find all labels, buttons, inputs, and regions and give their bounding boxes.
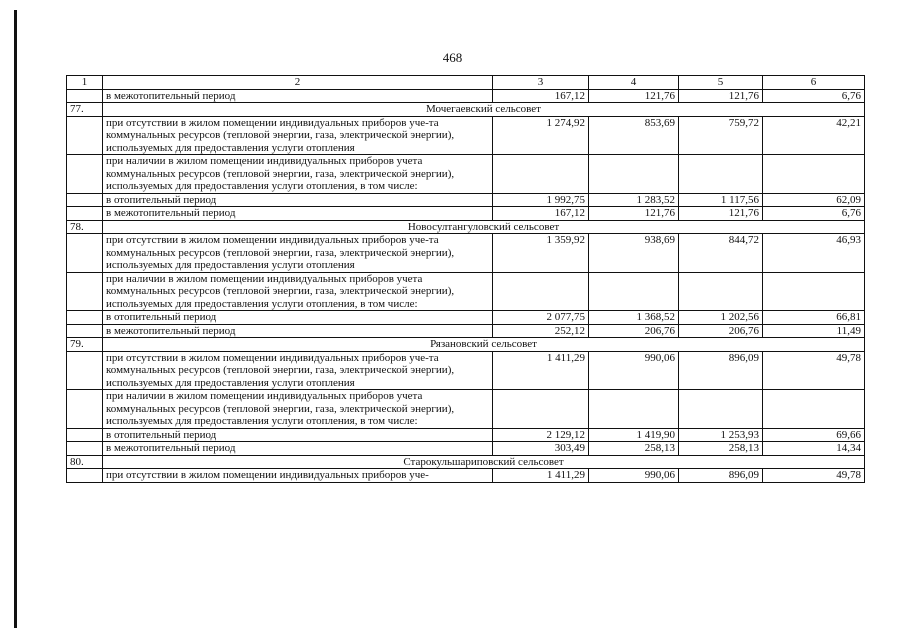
value-cell: 46,93 [763,234,865,273]
row-index-cell [67,351,103,390]
row-label: в отопительный период [103,428,493,442]
table-row [67,469,865,483]
value-cell: 990,06 [589,351,679,390]
table-row [67,428,865,442]
value-cell: 938,69 [589,234,679,273]
value-cell: 49,78 [763,469,865,483]
table-row [67,390,865,429]
row-label: в отопительный период [103,193,493,207]
section-row [67,455,865,469]
row-label: при отсутствии в жилом помещении индивидуальных приборов уче-та коммунальных ресурсов (тепловой энергии, газа, электрической энергии), используемых для предоставления услуги отопления [103,234,493,273]
column-header-row [67,76,865,90]
value-cell: 1 419,90 [589,428,679,442]
value-cell: 258,13 [589,442,679,456]
row-label: при отсутствии в жилом помещении индивидуальных приборов уче- [103,469,493,483]
value-cell: 167,12 [493,207,589,221]
row-index-cell [67,442,103,456]
value-cell [763,390,865,429]
row-label: при наличии в жилом помещении индивидуальных приборов учета коммунальных ресурсов (тепловой энергии, газа, электрической энергии), используемых для предоставления услуги отопления, в том числе: [103,155,493,194]
value-cell [493,155,589,194]
row-index-cell [67,207,103,221]
section-row [67,103,865,117]
row-index-cell [67,272,103,311]
value-cell: 2 129,12 [493,428,589,442]
table-row [67,442,865,456]
value-cell: 844,72 [679,234,763,273]
value-cell: 66,81 [763,311,865,325]
value-cell: 49,78 [763,351,865,390]
value-cell [493,390,589,429]
table-row [67,351,865,390]
value-cell: 1 283,52 [589,193,679,207]
value-cell: 62,09 [763,193,865,207]
value-cell: 6,76 [763,89,865,103]
section-title: Новосултангуловский сельсовет [103,220,865,234]
value-cell: 121,76 [679,207,763,221]
column-header: 6 [763,76,865,90]
value-cell: 853,69 [589,116,679,155]
section-index: 78. [67,220,103,234]
value-cell: 258,13 [679,442,763,456]
value-cell: 2 077,75 [493,311,589,325]
value-cell: 206,76 [679,324,763,338]
column-header: 3 [493,76,589,90]
row-index-cell [67,234,103,273]
scan-edge-bar [14,10,17,628]
value-cell: 896,09 [679,351,763,390]
value-cell: 1 992,75 [493,193,589,207]
table-row [67,311,865,325]
tariff-table [66,75,865,483]
row-index-cell [67,428,103,442]
value-cell: 206,76 [589,324,679,338]
value-cell: 1 368,52 [589,311,679,325]
row-index-cell [67,116,103,155]
value-cell: 167,12 [493,89,589,103]
column-header: 2 [103,76,493,90]
section-row [67,338,865,352]
value-cell: 121,76 [589,89,679,103]
value-cell: 1 202,56 [679,311,763,325]
column-header: 5 [679,76,763,90]
section-index: 79. [67,338,103,352]
value-cell: 6,76 [763,207,865,221]
table-row [67,272,865,311]
table-row [67,116,865,155]
value-cell [679,155,763,194]
row-index-cell [67,469,103,483]
value-cell [493,272,589,311]
value-cell: 14,34 [763,442,865,456]
value-cell [589,390,679,429]
value-cell: 1 411,29 [493,351,589,390]
page-number: 468 [442,50,463,65]
value-cell: 1 117,56 [679,193,763,207]
value-cell: 896,09 [679,469,763,483]
value-cell: 1 411,29 [493,469,589,483]
row-label: в межотопительный период [103,324,493,338]
row-index-cell [67,193,103,207]
row-label: в межотопительный период [103,442,493,456]
section-title: Рязановский сельсовет [103,338,865,352]
value-cell: 1 253,93 [679,428,763,442]
row-index-cell [67,390,103,429]
row-index-cell [67,324,103,338]
value-cell [589,272,679,311]
row-label: в отопительный период [103,311,493,325]
section-title: Старокульшариповский сельсовет [103,455,865,469]
value-cell: 11,49 [763,324,865,338]
row-label: в межотопительный период [103,207,493,221]
value-cell [589,155,679,194]
section-title: Мочегаевский сельсовет [103,103,865,117]
value-cell: 121,76 [679,89,763,103]
row-label: при наличии в жилом помещении индивидуальных приборов учета коммунальных ресурсов (тепловой энергии, газа, электрической энергии), используемых для предоставления услуги отопления, в том числе: [103,272,493,311]
table-row [67,89,865,103]
value-cell: 303,49 [493,442,589,456]
value-cell [763,155,865,194]
table-row [67,324,865,338]
row-label: при отсутствии в жилом помещении индивидуальных приборов уче-та коммунальных ресурсов (тепловой энергии, газа, электрической энергии), используемых для предоставления услуги отопления [103,116,493,155]
row-index-cell [67,89,103,103]
value-cell: 990,06 [589,469,679,483]
value-cell: 252,12 [493,324,589,338]
row-label: при наличии в жилом помещении индивидуальных приборов учета коммунальных ресурсов (тепловой энергии, газа, электрической энергии), используемых для предоставления услуги отопления, в том числе: [103,390,493,429]
row-index-cell [67,155,103,194]
value-cell: 1 359,92 [493,234,589,273]
table-row [67,234,865,273]
value-cell: 42,21 [763,116,865,155]
table-row [67,207,865,221]
row-label: при отсутствии в жилом помещении индивидуальных приборов уче-та коммунальных ресурсов (тепловой энергии, газа, электрической энергии), используемых для предоставления услуги отопления [103,351,493,390]
section-index: 77. [67,103,103,117]
value-cell [763,272,865,311]
value-cell: 121,76 [589,207,679,221]
row-label: в межотопительный период [103,89,493,103]
value-cell: 69,66 [763,428,865,442]
value-cell [679,272,763,311]
value-cell: 759,72 [679,116,763,155]
section-index: 80. [67,455,103,469]
row-index-cell [67,311,103,325]
column-header: 4 [589,76,679,90]
table-row [67,155,865,194]
table-row [67,193,865,207]
value-cell: 1 274,92 [493,116,589,155]
section-row [67,220,865,234]
value-cell [679,390,763,429]
column-header: 1 [67,76,103,90]
